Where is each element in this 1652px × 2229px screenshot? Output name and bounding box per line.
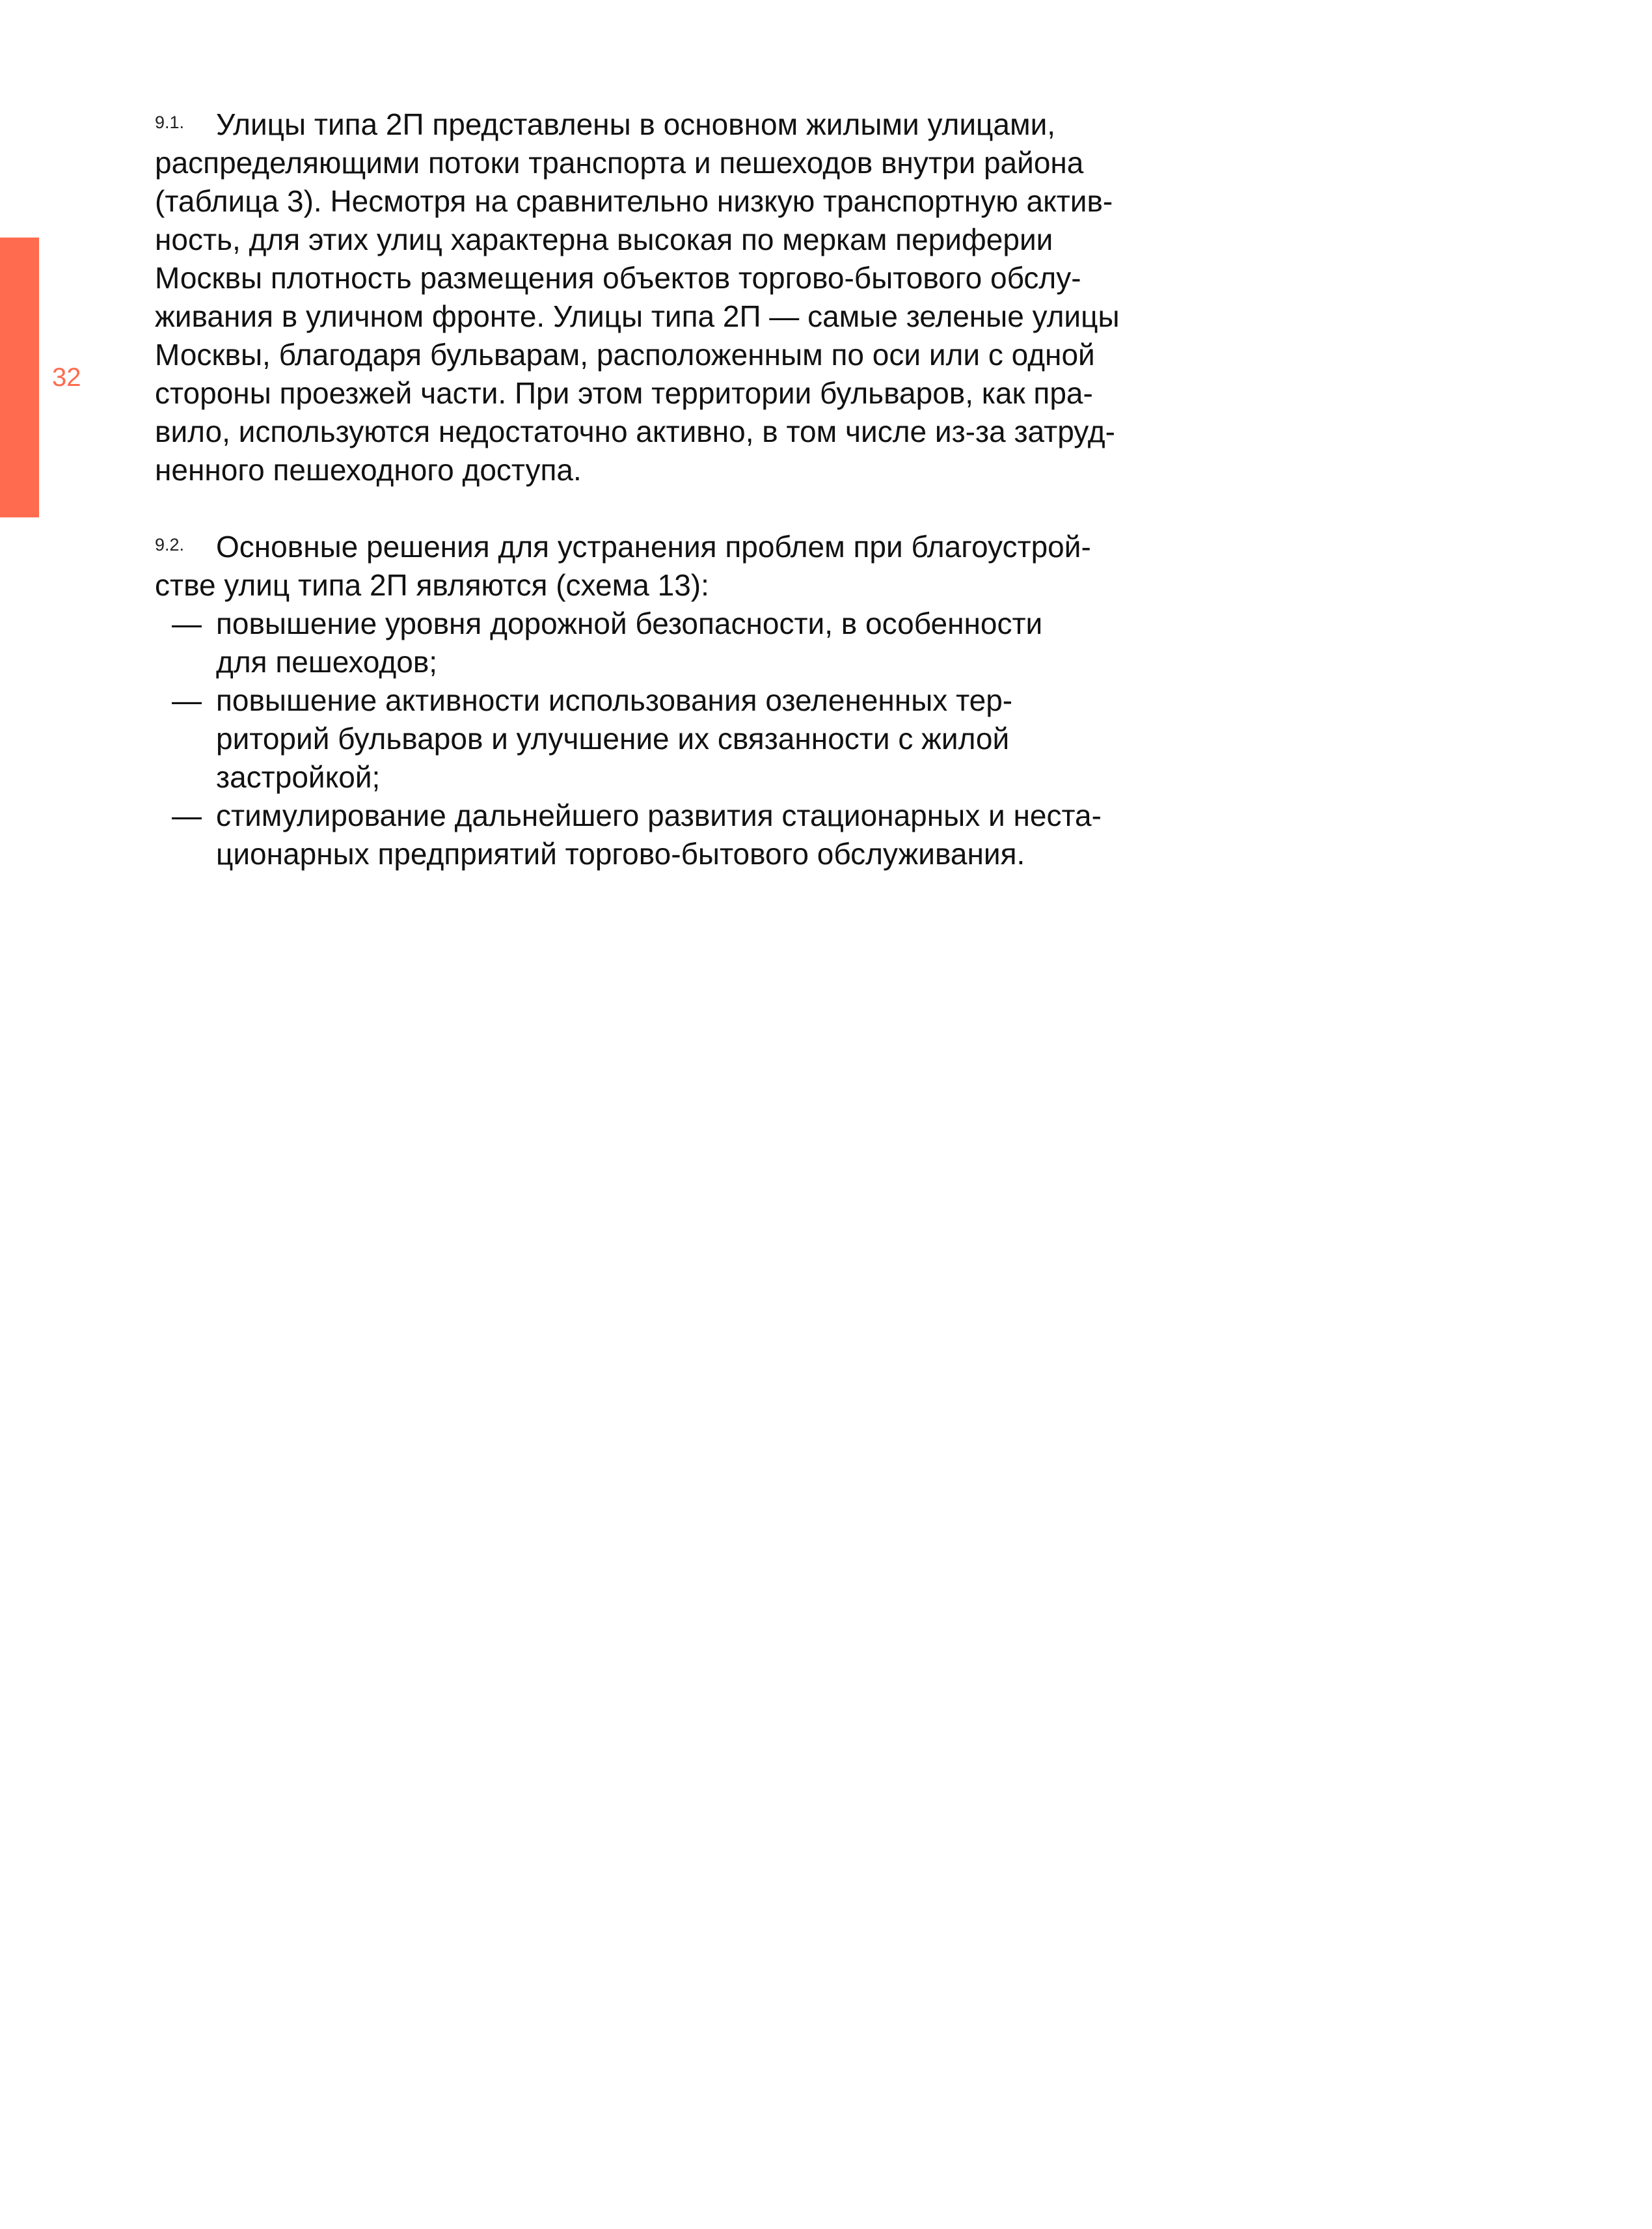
paragraph-line: Улицы типа 2П представлены в основном жилыми улицами, xyxy=(216,107,1056,141)
list-item xyxy=(155,797,1144,873)
paragraph-line: стороны проезжей части. При этом территории бульваров, как пра- xyxy=(155,376,1093,410)
bullet-dash: — xyxy=(172,683,202,717)
paragraph-line: Москвы плотность размещения объектов торгово-бытового обслу- xyxy=(155,261,1081,295)
paragraph-line: стве улиц типа 2П являются (схема 13): xyxy=(155,568,709,602)
paragraph-line: (таблица 3). Несмотря на сравнительно низкую транспортную актив- xyxy=(155,184,1113,218)
list-item xyxy=(155,605,1144,681)
paragraph-line: живания в уличном фронте. Улицы типа 2П — самые зеленые улицы xyxy=(155,299,1120,333)
list-item-line: для пешеходов; xyxy=(216,645,438,679)
paragraph-9-1 xyxy=(155,105,1144,489)
list-item-line: повышение уровня дорожной безопасности, в особенности xyxy=(216,607,1043,640)
paragraph-9-2 xyxy=(155,528,1144,873)
page-number: 32 xyxy=(52,363,81,392)
paragraph-line: Москвы, благодаря бульварам, расположенным по оси или с одной xyxy=(155,338,1095,372)
paragraph-line: вило, используются недостаточно активно, в том числе из-за затруд- xyxy=(155,415,1115,448)
paragraph-number: 9.1. xyxy=(155,113,185,132)
solutions-list xyxy=(155,605,1144,873)
paragraph-number: 9.2. xyxy=(155,535,185,554)
list-item xyxy=(155,681,1144,797)
paragraph-line: распределяющими потоки транспорта и пешеходов внутри района xyxy=(155,146,1084,180)
list-item-line: повышение активности использования озелененных тер- xyxy=(216,683,1013,717)
list-item-line: стимулирование дальнейшего развития стационарных и неста- xyxy=(216,799,1102,832)
list-item-line: риторий бульваров и улучшение их связанности с жилой xyxy=(216,722,1010,756)
bullet-dash: — xyxy=(172,799,202,832)
list-item-line: застройкой; xyxy=(216,760,381,794)
page-margin-tab xyxy=(0,238,39,517)
list-item-line: ционарных предприятий торгово-бытового обслуживания. xyxy=(216,837,1025,871)
paragraph-line: ность, для этих улиц характерна высокая по меркам периферии xyxy=(155,223,1053,256)
page-content xyxy=(155,105,1144,873)
paragraph-line: ненного пешеходного доступа. xyxy=(155,453,582,487)
paragraph-line: Основные решения для устранения проблем при благоустрой- xyxy=(216,530,1091,564)
bullet-dash: — xyxy=(172,607,202,640)
